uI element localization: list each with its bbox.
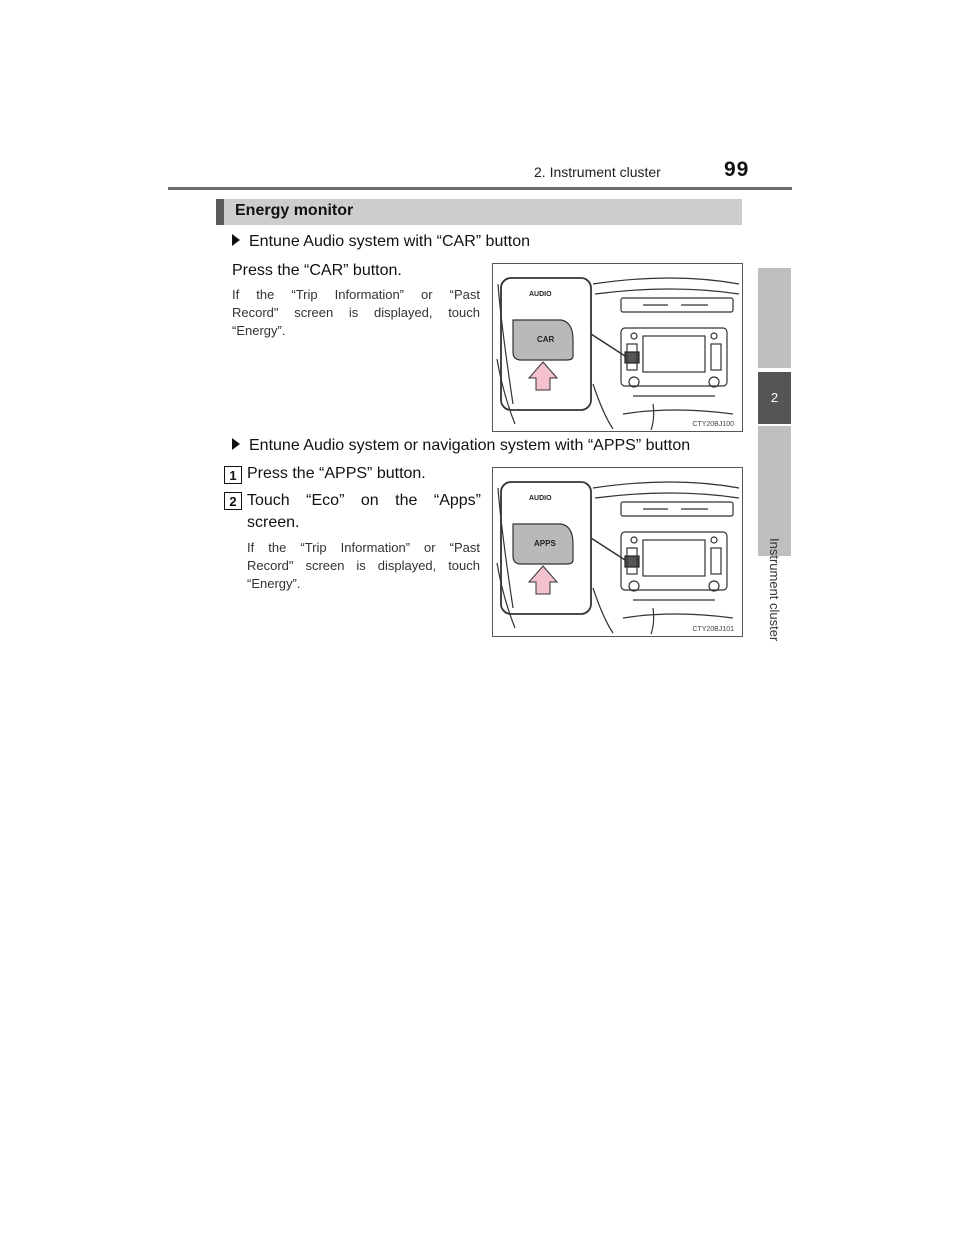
figure-apps-top-label: AUDIO xyxy=(529,495,552,502)
step-1-text: Press the “APPS” button. xyxy=(247,465,426,482)
note-car-line3: “Energy”. xyxy=(232,323,286,338)
bullet-car-text: Entune Audio system with “CAR” button xyxy=(249,233,531,250)
instruction-car: Press the “CAR” button. xyxy=(232,262,402,279)
section-heading xyxy=(216,199,742,225)
step-2-text xyxy=(247,490,481,534)
triangle-bullet-icon xyxy=(232,234,240,246)
figure-car-button-label: CAR xyxy=(537,335,555,344)
figure-apps-code: CTY20BJ101 xyxy=(692,626,734,633)
dashboard-illustration-apps xyxy=(493,468,742,636)
running-header-title: 2. Instrument cluster xyxy=(534,164,661,180)
note-apps-line2: Record" screen is displayed, touch xyxy=(247,558,480,573)
figure-apps-button xyxy=(492,467,743,637)
figure-car-top-label: AUDIO xyxy=(529,291,552,298)
note-apps xyxy=(247,539,480,593)
pink-up-arrow-icon xyxy=(529,362,557,390)
pink-up-arrow-icon xyxy=(529,566,557,594)
triangle-bullet-icon xyxy=(232,438,240,450)
bullet-apps xyxy=(232,437,690,455)
bullet-apps-text: Entune Audio system or navigation system with “APPS” button xyxy=(249,437,691,454)
note-car-line2: Record" screen is displayed, touch xyxy=(232,305,480,320)
header-rule xyxy=(168,187,792,190)
side-tab-chapter-number: 2 xyxy=(758,372,791,424)
note-car-line1: If the “Trip Information” or “Past xyxy=(232,287,480,302)
note-apps-line3: “Energy”. xyxy=(247,576,301,591)
step-number-2: 2 xyxy=(224,492,242,510)
step-2-line1: Touch “Eco” on the “Apps” xyxy=(247,492,481,509)
figure-car-code: CTY20BJ100 xyxy=(692,421,734,428)
bullet-car xyxy=(232,233,530,251)
figure-car-button xyxy=(492,263,743,432)
note-apps-line1: If the “Trip Information” or “Past xyxy=(247,540,480,555)
dashboard-illustration-car xyxy=(493,264,742,431)
side-tab-upper xyxy=(758,268,791,368)
step-2-line2: screen. xyxy=(247,514,300,531)
side-tab-lower xyxy=(758,426,791,556)
figure-apps-button-label: APPS xyxy=(534,539,556,548)
side-tab-label: Instrument cluster xyxy=(767,538,782,642)
section-title: Energy monitor xyxy=(235,202,354,219)
page-number: 99 xyxy=(724,158,750,181)
step-number-1: 1 xyxy=(224,466,242,484)
note-car xyxy=(232,286,480,340)
